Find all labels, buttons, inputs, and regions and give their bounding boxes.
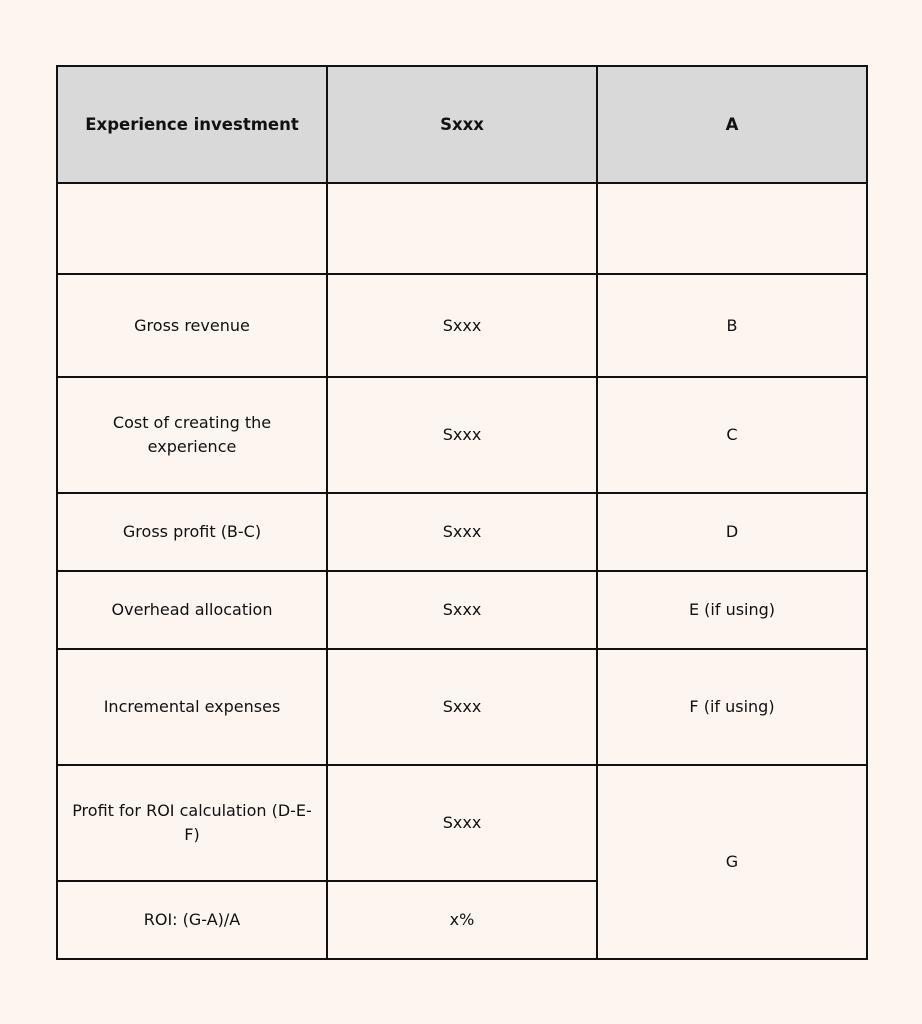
row-label: ROI: (G-A)/A (57, 881, 327, 959)
row-variable: D (597, 493, 867, 571)
row-label: Cost of creating the experience (57, 377, 327, 493)
table-cell-blank (327, 183, 597, 274)
row-amount: Sxxx (327, 571, 597, 649)
table-row-incremental-expenses (57, 649, 867, 765)
row-label: Gross revenue (57, 274, 327, 377)
row-amount: Sxxx (327, 649, 597, 765)
row-amount: Sxxx (327, 377, 597, 493)
row-amount: x% (327, 881, 597, 959)
row-amount: Sxxx (327, 765, 597, 881)
row-variable: C (597, 377, 867, 493)
header-variable: A (597, 66, 867, 183)
row-amount: Sxxx (327, 493, 597, 571)
header-amount: Sxxx (327, 66, 597, 183)
row-label: Profit for ROI calculation (D-E-F) (57, 765, 327, 881)
row-label: Gross profit (B-C) (57, 493, 327, 571)
row-label: Incremental expenses (57, 649, 327, 765)
row-variable: B (597, 274, 867, 377)
table-row-profit-for-roi (57, 765, 867, 881)
table-row-cost-of-creating (57, 377, 867, 493)
header-experience-investment: Experience investment (57, 66, 327, 183)
table-row-blank (57, 183, 867, 274)
table-row-gross-profit (57, 493, 867, 571)
table-cell-blank (57, 183, 327, 274)
row-label: Overhead allocation (57, 571, 327, 649)
row-variable: F (if using) (597, 649, 867, 765)
row-variable: G (597, 765, 867, 959)
table-row-overhead-allocation (57, 571, 867, 649)
table-cell-blank (597, 183, 867, 274)
row-amount: Sxxx (327, 274, 597, 377)
table-header-row (57, 66, 867, 183)
roi-table (56, 65, 868, 960)
table-row-gross-revenue (57, 274, 867, 377)
row-variable: E (if using) (597, 571, 867, 649)
